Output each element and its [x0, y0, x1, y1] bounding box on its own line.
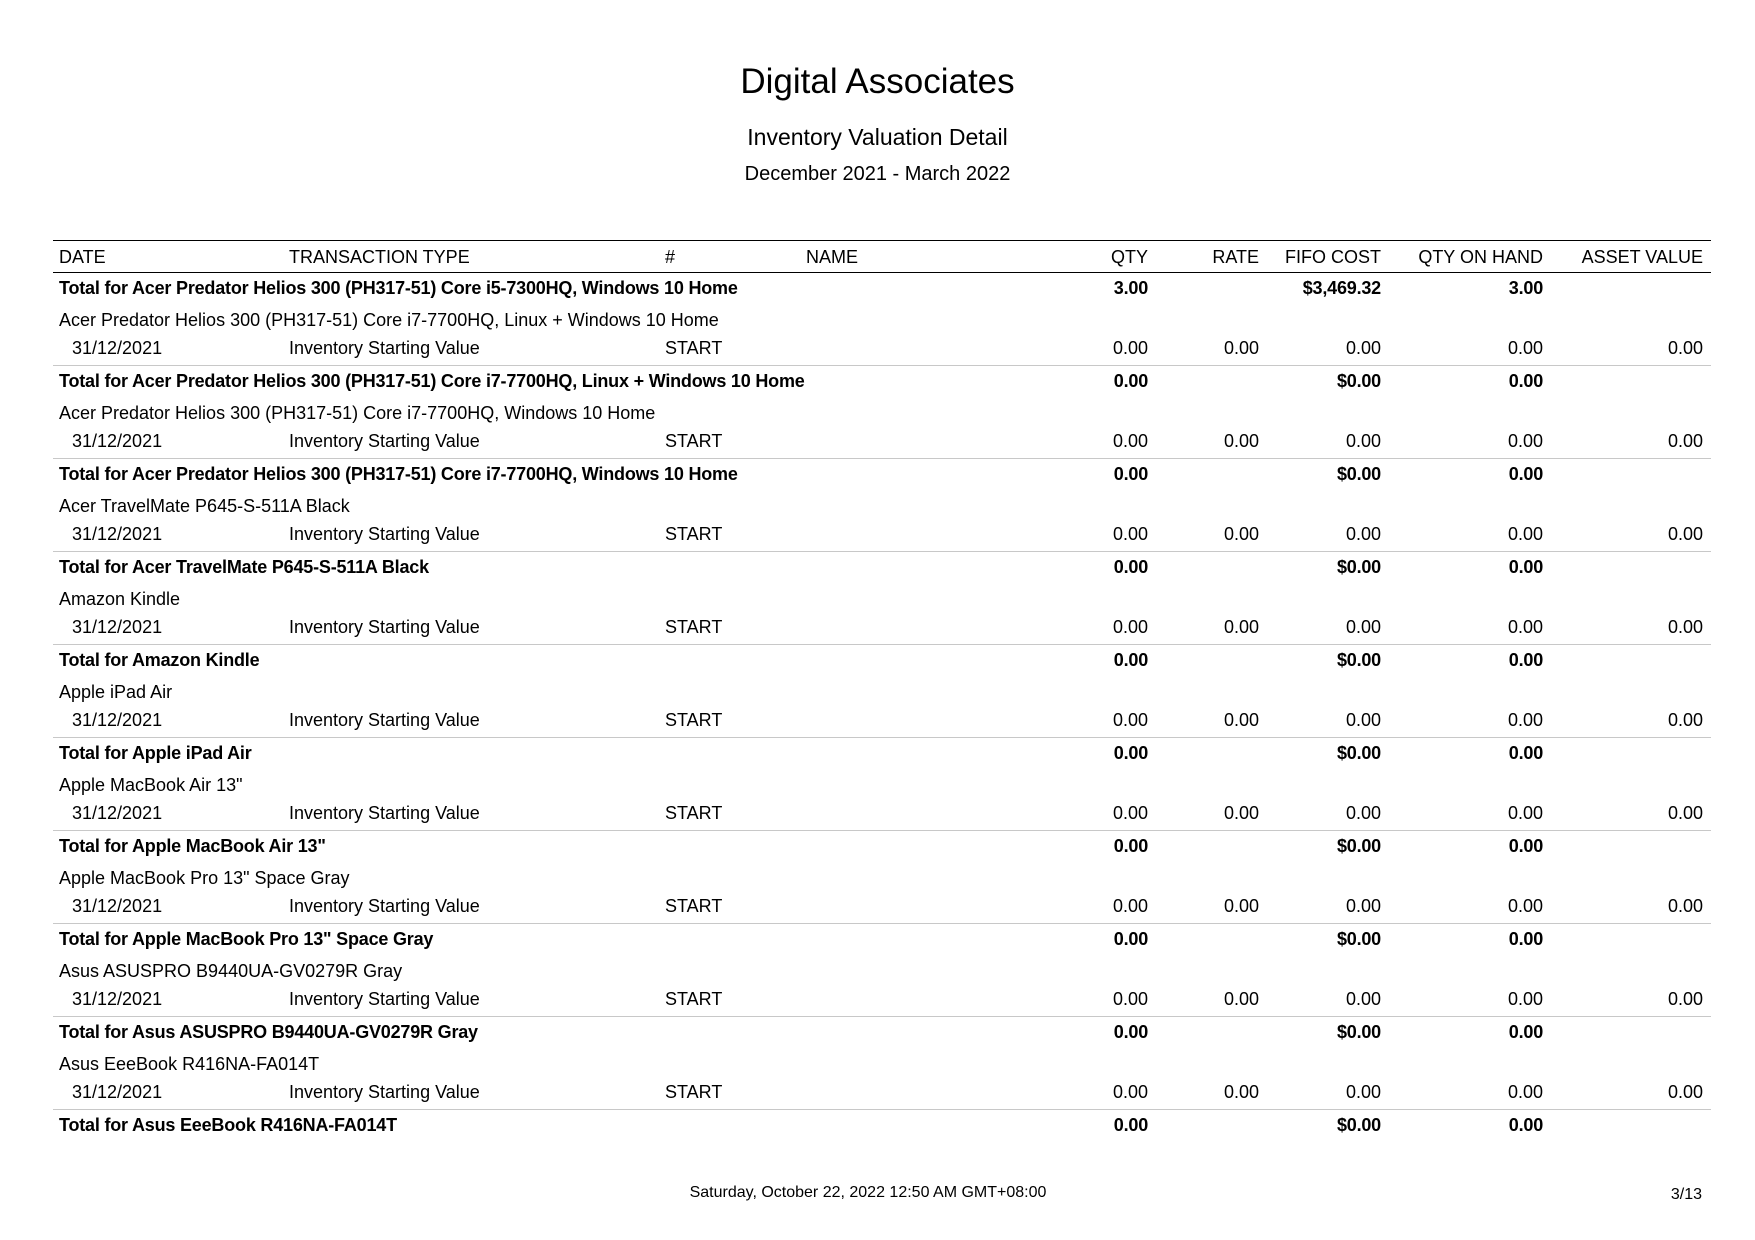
group-total-qty: 0.00: [1113, 650, 1148, 670]
column-header-rate: RATE: [1212, 247, 1259, 267]
group-total-fifo-cost: $0.00: [1336, 650, 1381, 670]
txn-qty-on-hand: 0.00: [1507, 989, 1543, 1009]
txn-fifo-cost: 0.00: [1345, 617, 1381, 637]
group-name: Apple iPad Air: [59, 682, 173, 702]
group-total-qty: 0.00: [1113, 557, 1148, 577]
group-name-row: [53, 861, 1711, 891]
group-total-row: [53, 645, 1711, 675]
group-name: Apple MacBook Air 13": [59, 775, 243, 795]
txn-type: Inventory Starting Value: [289, 617, 480, 637]
txn-date: 31/12/2021: [72, 989, 163, 1009]
transaction-row: [53, 612, 1711, 645]
txn-type: Inventory Starting Value: [289, 1082, 480, 1102]
txn-qty: 0.00: [1112, 338, 1148, 358]
txn-qty-on-hand: 0.00: [1507, 617, 1543, 637]
group-total-row: [53, 924, 1711, 954]
txn-fifo-cost: 0.00: [1345, 431, 1381, 451]
group-total-fifo-cost: $0.00: [1336, 929, 1381, 949]
group-name: Acer Predator Helios 300 (PH317-51) Core i7-7700HQ, Windows 10 Home: [59, 403, 656, 423]
txn-asset-value: 0.00: [1667, 338, 1703, 358]
transaction-row: [53, 891, 1711, 924]
group-name: Acer Predator Helios 300 (PH317-51) Core i7-7700HQ, Linux + Windows 10 Home: [59, 310, 719, 330]
transaction-row: [53, 798, 1711, 831]
group-name-row: [53, 675, 1711, 705]
group-total-label: Total for Acer TravelMate P645-S-511A Black: [59, 557, 429, 577]
txn-rate: 0.00: [1223, 524, 1259, 544]
group-total-row: [53, 1110, 1711, 1140]
group-total-qty-on-hand: 0.00: [1508, 1022, 1543, 1042]
txn-fifo-cost: 0.00: [1345, 1082, 1381, 1102]
group-total-qty-on-hand: 0.00: [1508, 836, 1543, 856]
group-name: Apple MacBook Pro 13" Space Gray: [59, 868, 350, 888]
group-total-row: [53, 1017, 1711, 1047]
txn-number: START: [665, 896, 723, 916]
column-header-transaction-type: TRANSACTION TYPE: [289, 247, 470, 267]
group-name: Asus EeeBook R416NA-FA014T: [59, 1054, 320, 1074]
group-total-label: Total for Acer Predator Helios 300 (PH317-51) Core i7-7700HQ, Windows 10 Home: [59, 464, 738, 484]
group-name: Acer TravelMate P645-S-511A Black: [59, 496, 350, 516]
txn-number: START: [665, 989, 723, 1009]
group-total-qty-on-hand: 3.00: [1508, 278, 1543, 298]
transaction-row: [53, 426, 1711, 459]
txn-qty-on-hand: 0.00: [1507, 524, 1543, 544]
group-total-qty: 0.00: [1113, 743, 1148, 763]
group-total-qty-on-hand: 0.00: [1508, 464, 1543, 484]
footer-timestamp: Saturday, October 22, 2022 12:50 AM GMT+08:00: [689, 1184, 1047, 1201]
group-name-row: [53, 303, 1711, 333]
group-total-fifo-cost: $0.00: [1336, 836, 1381, 856]
group-total-qty-on-hand: 0.00: [1508, 557, 1543, 577]
group-total-row: [53, 273, 1711, 303]
report-title: Inventory Valuation Detail: [747, 124, 1008, 150]
group-name-row: [53, 768, 1711, 798]
group-total-qty-on-hand: 0.00: [1508, 371, 1543, 391]
txn-number: START: [665, 431, 723, 451]
txn-fifo-cost: 0.00: [1345, 524, 1381, 544]
txn-qty: 0.00: [1112, 989, 1148, 1009]
txn-asset-value: 0.00: [1667, 803, 1703, 823]
group-name-row: [53, 954, 1711, 984]
group-total-label: Total for Asus EeeBook R416NA-FA014T: [59, 1115, 397, 1135]
txn-asset-value: 0.00: [1667, 989, 1703, 1009]
group-total-qty: 0.00: [1113, 464, 1148, 484]
group-total-row: [53, 738, 1711, 768]
group-total-label: Total for Apple iPad Air: [59, 743, 252, 763]
txn-number: START: [665, 1082, 723, 1102]
txn-rate: 0.00: [1223, 710, 1259, 730]
report-table: [53, 240, 1711, 1140]
group-name: Amazon Kindle: [59, 589, 181, 609]
txn-number: START: [665, 617, 723, 637]
txn-rate: 0.00: [1223, 617, 1259, 637]
txn-type: Inventory Starting Value: [289, 710, 480, 730]
txn-asset-value: 0.00: [1667, 896, 1703, 916]
txn-number: START: [665, 524, 723, 544]
txn-type: Inventory Starting Value: [289, 896, 480, 916]
txn-number: START: [665, 803, 723, 823]
group-total-fifo-cost: $0.00: [1336, 557, 1381, 577]
txn-fifo-cost: 0.00: [1345, 989, 1381, 1009]
txn-qty-on-hand: 0.00: [1507, 431, 1543, 451]
group-name-row: [53, 1047, 1711, 1077]
group-total-qty: 0.00: [1113, 836, 1148, 856]
txn-type: Inventory Starting Value: [289, 338, 480, 358]
column-header-asset-value: ASSET VALUE: [1581, 247, 1703, 267]
column-header-row: [53, 240, 1711, 273]
group-total-fifo-cost: $0.00: [1336, 1022, 1381, 1042]
group-total-label: Total for Acer Predator Helios 300 (PH317-51) Core i5-7300HQ, Windows 10 Home: [59, 278, 738, 298]
txn-type: Inventory Starting Value: [289, 803, 480, 823]
group-total-fifo-cost: $0.00: [1336, 371, 1381, 391]
txn-number: START: [665, 338, 723, 358]
group-total-row: [53, 831, 1711, 861]
group-total-qty-on-hand: 0.00: [1508, 1115, 1543, 1135]
group-total-label: Total for Apple MacBook Air 13": [59, 836, 326, 856]
group-total-qty-on-hand: 0.00: [1508, 650, 1543, 670]
group-name-row: [53, 396, 1711, 426]
group-total-fifo-cost: $0.00: [1336, 1115, 1381, 1135]
txn-qty-on-hand: 0.00: [1507, 896, 1543, 916]
txn-number: START: [665, 710, 723, 730]
txn-qty: 0.00: [1112, 1082, 1148, 1102]
txn-asset-value: 0.00: [1667, 524, 1703, 544]
group-total-row: [53, 552, 1711, 582]
column-header-name: NAME: [806, 247, 859, 267]
txn-qty: 0.00: [1112, 617, 1148, 637]
txn-qty: 0.00: [1112, 524, 1148, 544]
txn-asset-value: 0.00: [1667, 710, 1703, 730]
txn-rate: 0.00: [1223, 1082, 1259, 1102]
txn-date: 31/12/2021: [72, 896, 163, 916]
txn-qty: 0.00: [1112, 896, 1148, 916]
group-name-row: [53, 489, 1711, 519]
txn-asset-value: 0.00: [1667, 1082, 1703, 1102]
group-name-row: [53, 582, 1711, 612]
txn-qty: 0.00: [1112, 803, 1148, 823]
txn-qty-on-hand: 0.00: [1507, 803, 1543, 823]
txn-date: 31/12/2021: [72, 617, 163, 637]
txn-date: 31/12/2021: [72, 431, 163, 451]
group-name: Asus ASUSPRO B9440UA-GV0279R Gray: [59, 961, 403, 981]
report-period: December 2021 - March 2022: [744, 163, 1011, 185]
txn-rate: 0.00: [1223, 431, 1259, 451]
txn-qty: 0.00: [1112, 431, 1148, 451]
group-total-fifo-cost: $0.00: [1336, 464, 1381, 484]
txn-rate: 0.00: [1223, 338, 1259, 358]
txn-rate: 0.00: [1223, 803, 1259, 823]
txn-date: 31/12/2021: [72, 524, 163, 544]
txn-qty-on-hand: 0.00: [1507, 338, 1543, 358]
group-total-qty: 0.00: [1113, 1022, 1148, 1042]
transaction-row: [53, 1077, 1711, 1110]
group-total-row: [53, 366, 1711, 396]
group-total-qty: 0.00: [1113, 929, 1148, 949]
group-total-label: Total for Apple MacBook Pro 13" Space Gray: [59, 929, 434, 949]
txn-type: Inventory Starting Value: [289, 989, 480, 1009]
group-total-fifo-cost: $0.00: [1336, 743, 1381, 763]
transaction-row: [53, 333, 1711, 366]
txn-type: Inventory Starting Value: [289, 524, 480, 544]
txn-date: 31/12/2021: [72, 710, 163, 730]
transaction-row: [53, 519, 1711, 552]
company-name: Digital Associates: [740, 62, 1015, 101]
group-total-label: Total for Acer Predator Helios 300 (PH317-51) Core i7-7700HQ, Linux + Windows 10 Home: [59, 371, 805, 391]
group-total-qty-on-hand: 0.00: [1508, 743, 1543, 763]
txn-rate: 0.00: [1223, 989, 1259, 1009]
txn-type: Inventory Starting Value: [289, 431, 480, 451]
txn-date: 31/12/2021: [72, 803, 163, 823]
txn-qty-on-hand: 0.00: [1507, 1082, 1543, 1102]
txn-asset-value: 0.00: [1667, 431, 1703, 451]
txn-date: 31/12/2021: [72, 338, 163, 358]
group-total-qty-on-hand: 0.00: [1508, 929, 1543, 949]
group-total-label: Total for Amazon Kindle: [59, 650, 260, 670]
page-number: 3/13: [1670, 1186, 1702, 1203]
txn-qty: 0.00: [1112, 710, 1148, 730]
group-total-qty: 0.00: [1113, 371, 1148, 391]
txn-qty-on-hand: 0.00: [1507, 710, 1543, 730]
txn-fifo-cost: 0.00: [1345, 338, 1381, 358]
group-total-label: Total for Asus ASUSPRO B9440UA-GV0279R Gray: [59, 1022, 478, 1042]
group-total-qty: 0.00: [1113, 1115, 1148, 1135]
transaction-row: [53, 984, 1711, 1017]
group-total-qty: 3.00: [1113, 278, 1148, 298]
txn-fifo-cost: 0.00: [1345, 710, 1381, 730]
column-header-qty-on-hand: QTY ON HAND: [1418, 247, 1543, 267]
group-total-row: [53, 459, 1711, 489]
txn-asset-value: 0.00: [1667, 617, 1703, 637]
column-header-qty: QTY: [1110, 247, 1148, 267]
group-total-fifo-cost: $3,469.32: [1302, 278, 1381, 298]
txn-date: 31/12/2021: [72, 1082, 163, 1102]
txn-rate: 0.00: [1223, 896, 1259, 916]
transaction-row: [53, 705, 1711, 738]
txn-fifo-cost: 0.00: [1345, 803, 1381, 823]
txn-fifo-cost: 0.00: [1345, 896, 1381, 916]
column-header-fifo-cost: FIFO COST: [1285, 247, 1381, 267]
column-header-date: DATE: [59, 247, 106, 267]
column-header-number: #: [665, 247, 676, 267]
item-groups: [53, 303, 1711, 1140]
